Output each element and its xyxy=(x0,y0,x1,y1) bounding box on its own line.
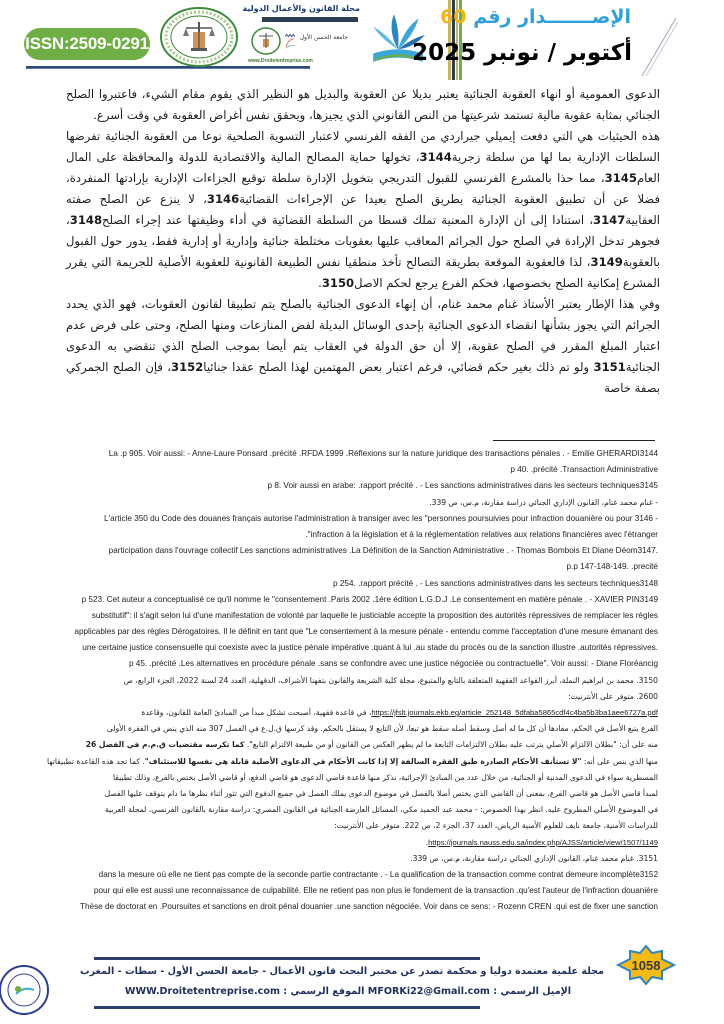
footnote-line: p 40. .précité .Transaction Administrative xyxy=(510,465,658,475)
issn-badge: ISSN:2509-0291 xyxy=(24,28,150,60)
footnote-bold-text: كما تكرسه مقتضيات ق.م.م في الفصل 26 xyxy=(85,740,245,750)
footnote-separator xyxy=(493,440,655,441)
body-text: ، فجوهر تدخل الإرادة في الصلح حول الجرائم المعاقب عليها بعقوبات مختلطة جنائية وإدارية أو إدارية فقط، يدور حول القبول بالعقوبة xyxy=(66,213,660,269)
footer-rule-top xyxy=(94,957,480,960)
footnote-text: . xyxy=(425,837,429,847)
footnote-link[interactable]: https://jfslt.journals.ekb.eg/article_252148_5dfaba5865cdf4c4ba5b3ba1aee6727a.pdf xyxy=(371,708,658,717)
footnote-line: 2600. متوفر على الأنترنيت: xyxy=(568,691,658,701)
journal-subtitle-bar xyxy=(262,17,358,22)
issue-label: الإصـــــــدار رقم xyxy=(473,6,631,28)
footer-contact xyxy=(92,984,604,1000)
research-lab-seal-logo xyxy=(158,6,240,68)
footnote-line xyxy=(62,835,658,851)
footnote-line xyxy=(62,737,658,753)
footnote-line: في الموضوع الأصلي المطروح عليه. انظر بهذا الخصوص: - محمد عبد الحميد مكي، المسائل العارضة الجنائية في القانون المصري: دراسة مقارنة بالقانون الفرنسي، لمجلة العربية xyxy=(105,805,658,815)
body-paragraph xyxy=(66,126,660,294)
footnote-line: La .p 905. Voir aussi: - Anne-Laure Ponsard .précité .RFDA 1999 .Réflexions sur la nature juridique des transactions pénales . - Emilie GHERARDI3144 xyxy=(108,449,658,458)
footer-rule-bottom xyxy=(94,1006,480,1009)
footnote-line xyxy=(46,754,658,770)
page-header xyxy=(0,0,724,80)
footnote-line: p.p 147-148-149. .precité xyxy=(566,562,658,572)
body-paragraph xyxy=(66,84,660,126)
footnote-line: p 45. .précité .Les alternatives en procédure pénale .sans se confondre avec une justice négociée ou contractuelle". Voir aussi: - Diane Floréancig xyxy=(128,659,658,669)
decorative-diagonal xyxy=(640,14,680,78)
footnote-line: الفرع يتبع الأصل في الحكم، مفادها أن كل ما له أصل وسقط أصله سقط هو تبعا، لأن التابع لا يستقل بالحكم. وقد كرسها ق.ل.ع في الفصل 307 منه الذي ينص في الفقرة الأولى xyxy=(106,724,658,734)
issue-number xyxy=(440,4,631,30)
footnote-reference[interactable]: 3151 xyxy=(593,360,626,374)
body-paragraph xyxy=(66,294,660,399)
footnote-text: منها الذي ينص على أنه: xyxy=(581,756,658,766)
small-seal-logo xyxy=(250,26,282,56)
footnote-reference[interactable]: 3150 xyxy=(321,276,355,290)
footnote-line: لمبدأ قاضي الأصل هو قاضي الفرع، بمعنى أن القاضي الذي يختص أصلا بالفصل في موضوع الدعوى يملك الفصل في جميع الدفوع التي تثور أثناء نظرها ما دام يتوقف عليها الفصل xyxy=(104,788,658,798)
issue-number-value: 60 xyxy=(440,6,467,28)
footnote-link[interactable]: https://journals.nauss.edu.sa/index.php/AJSS/article/view/1507/1149 xyxy=(428,837,658,847)
footnote-reference[interactable]: 3148 xyxy=(69,213,103,227)
footnote-reference[interactable]: 3145 xyxy=(604,171,637,185)
body-text: ، لذا فالعقوبة الموقعة بطريقة التصالح تأخذ منطقيا نفس الطبيعة القانونية للعقوبة الأصلية للجريمة التي يقرر المشرع إمكانية الصلح بخصوصها، فحكم الفرع يرجع لحكم الاصل xyxy=(66,255,660,290)
website-label: الموقع الرسمي : xyxy=(283,986,365,997)
footnote-line: .une certaine justice consensuelle qui coexiste avec la justice pénale impérative .quant à lui .au stade du procès ou de la sanction illustre .autorités répressives xyxy=(82,643,658,653)
website-url[interactable]: WWW.Droitetentreprise.com xyxy=(124,986,280,997)
footnote-line: p 254. .rapport précité . - Les sanctions administratives dans les secteurs techniques3148 xyxy=(333,578,658,588)
footnote-line: p 8. Voir aussi en arabe: .rapport précité . - Les sanctions administratives dans les secteurs techniques3145 xyxy=(267,481,658,491)
email-label: الإميل الرسمي : xyxy=(493,986,572,997)
body-text: ولو تم ذلك بغير حكم قضائي، فرغم اعتبار بعض المهتمين لهذا الصلح عقدا جنائيا xyxy=(203,360,594,374)
footnote-text: . كما تجد هذه القاعدة تطبيقاتها xyxy=(46,756,145,766)
footnote-reference[interactable]: 3144 xyxy=(419,150,452,164)
footnote-line: dans la mesure où elle ne tient pas compte de la seconde partie contractante . - La qualification de la transaction comme contrat demeure incomplète3152 xyxy=(98,869,658,879)
footnote-reference[interactable]: 3147 xyxy=(593,213,626,227)
footnote-line xyxy=(62,705,658,721)
footnote-bold-text: "لا تستأنف الأحكام الصادرة طبق الفقرة السالفة إلا إذا كانت الأحكام في الدعاوى الأصلية قابلة هي نفسها للاستئناف" xyxy=(144,756,582,766)
footnote-reference[interactable]: 3146 xyxy=(206,192,240,206)
issue-date: أكتوبر / نونبر 2025 xyxy=(412,40,632,66)
email-address[interactable]: MFORKi22@Gmail.com xyxy=(367,986,490,997)
footnote-line: المسطرية سواء في الدعوى المدنية أو الجنائية، من خلال عدد من المبادئ الإجرائية، نذكر منها قاعدة قاضي الدعوى هو قاضي الدفع، أو قاضي الأصل يختص بالفرع، وذلك تطبيقا xyxy=(112,772,658,782)
body-text: الدعوى العمومية أو انهاء العقوبة الجنائية يعتبر بديلا عن العقوبة والبديل هو النظير الذي يقوم مقام الشيء، فاعتبروا الصلح الجنائي بمثابة عقوبة مالية تستمد شرعيتها من النص القانوني الذي يجيزها، ويحقق نفس أغراض العقوبة في وقت أسرع. xyxy=(66,87,660,122)
body-text: ، استنادا إلى أن الإدارة المعنية تملك قسطا من السلطة القضائية في أداء وظيفتها عند إجراء الصلح xyxy=(102,213,594,227)
footer-journal-info: مجلة علمية معتمدة دوليا و محكمة تصدر عن مختبر البحث قانون الأعمال - جامعة الحسن الأول - سطات - المغرب xyxy=(79,966,604,977)
footnote-line: .participation dans l'ouvrage collectif Les sanctions administratives .La Définition de la Sanction Administrative . - Thomas Bombois Et Diane Déom3147 xyxy=(108,546,658,556)
footnote-line: p 523. Cet auteur a conceptualisé ce qu'il nomme le "consentement .Paris 2002 .1ére édition L.G.D.J .Le consentement en matière pénale . - XAVIER PIN3149 xyxy=(81,594,658,604)
footnote-line: للدراسات الأمنية، جامعة نايف للعلوم الأمنية الرياض، العدد 37، الجزء 2، ص 222. متوفر على الأنترنيت: xyxy=(334,821,658,831)
body-text: هذه الحيثيات هي التي دفعت إيميلي جيراردي من الفقه الفرنسي لاعتبار التسوية الصلحية نوعا من العقوبة الجنائية تفرضها السلطات الإدارية بما لها من سلطة زجرية xyxy=(66,129,660,164)
page-number-badge xyxy=(616,945,676,985)
body-text: ، مما حذا بالمشرع الفرنسي للقبول التدريجي بتخويل الإدارة سلطة توقيع الجزاءات الإدارية بإرادتها المنفردة، فضلا عن أن تطبيق العقوبة الجنائية بطريق الصلح بعيدا عن الإجراءات القضائية xyxy=(66,171,660,206)
footnotes xyxy=(46,446,658,934)
body-text: . xyxy=(318,276,322,290)
footnote-text: ، في قاعدة فقهية، أصبحت تشكل مبدأ من المبادئ العامة للقانون، وقاعدة xyxy=(141,708,372,717)
footnote-line: infraction à la législation et à la réglementation relatives aux relations financières avec l'étranger". xyxy=(305,529,658,539)
body-text: وفي هذا الإطار يعتبر الأستاذ غنام محمد غنام، أن إنهاء الدعوى الجنائية بالصلح يتم تطبيقا لقانون العقوبات، فهو الذي يحدد الجرائم التي يجوز بشأنها انقضاء الدعوى الجنائية بإحدى الوسائل البديلة لفض المنازعات ومنها الصلح، وحتى على فرض عدم اعتبار المبلغ المقرر في الصلح عقوبة، إلا أن حق الدولة في العقاب يتم أيضا بموجب الصلح الذي تنقضي به الدعوى الجنائية xyxy=(66,297,660,374)
footnote-text: منه على أن: "بطلان الالتزام الأصلي يترتب عليه بطلان الالتزامات التابعة ما لم يظهر العكس من القانون أو من طبيعة الالتزام التابع". xyxy=(244,740,658,750)
journal-title: مجلة القانون والأعمال الدولية xyxy=(242,4,360,13)
page-number: 1058 xyxy=(631,958,661,973)
footnote-line: 3151. غنام محمد غنام، القانون الإداري الجنائي دراسة مقارنة، م.س، ص 339. xyxy=(410,853,658,863)
footnote-line: pour qui elle est aussi une reconnaissance de culpabilité. Elle ne retient pas non plus le fondement de la transaction .qu'est l'auteur de l'infraction douanière xyxy=(93,886,658,896)
body-text: ، تخولها حماية المصالح المالية والاقتصادية للدولة والمحافظة على المال العام xyxy=(66,150,660,185)
body-text: ، لا ينزع عن الصلح صفته العقابية xyxy=(66,192,660,227)
footnote-line: substitutif": il s'agit selon lui d'une manifestation de volonté par laquelle le justiciable accepte la proposition des autorités répressives de remplacer les règles xyxy=(91,610,658,620)
university-name: جامعة الحسن الأول xyxy=(299,34,348,41)
footnote-line: - L'article 350 du Code des douanes français autorise l'administration à transiger avec les "personnes poursuivies pour infraction douanière ou pour 3146 xyxy=(103,513,658,523)
footnote-line: Thèse de doctorat en .Poursuites et sanctions en droit pénal douanier .une sanction négociée. Voir dans ce sens: - Rozenn CREN .qui est de fixer une sanction xyxy=(79,902,658,912)
footnote-line: 3150. محمد بن ابراهيم النملة، أبرز القواعد الفقهية المتعلقة بالتابع والمتبوع، مجلة كلية الشريعة والقانون بتفهنا الأشراف، الدقهلية، العدد 24 لسنة 2022، الجزء الرابع، ص xyxy=(123,675,658,685)
footnote-reference[interactable]: 3152 xyxy=(171,360,204,374)
article-body xyxy=(66,84,660,434)
editor-seal-logo xyxy=(2,960,42,1020)
body-text: ، فإن الصلح الجمركي بصفة خاصة xyxy=(66,360,660,395)
footnote-line: applicables par des règles Dérogatoires. Il le définit en tant que "Le consentement à la mesure pénale - entendu comme l'acceptation d'une mesure émanant des xyxy=(74,627,658,637)
university-emblem-icon xyxy=(284,27,296,55)
header-website: www.Droitetentreprise.com xyxy=(248,58,313,64)
footnote-line: - غنام محمد غنام، القانون الإداري الجنائي دراسة مقارنة، م.س، ص 339. xyxy=(429,497,658,507)
footnote-reference[interactable]: 3149 xyxy=(590,255,623,269)
